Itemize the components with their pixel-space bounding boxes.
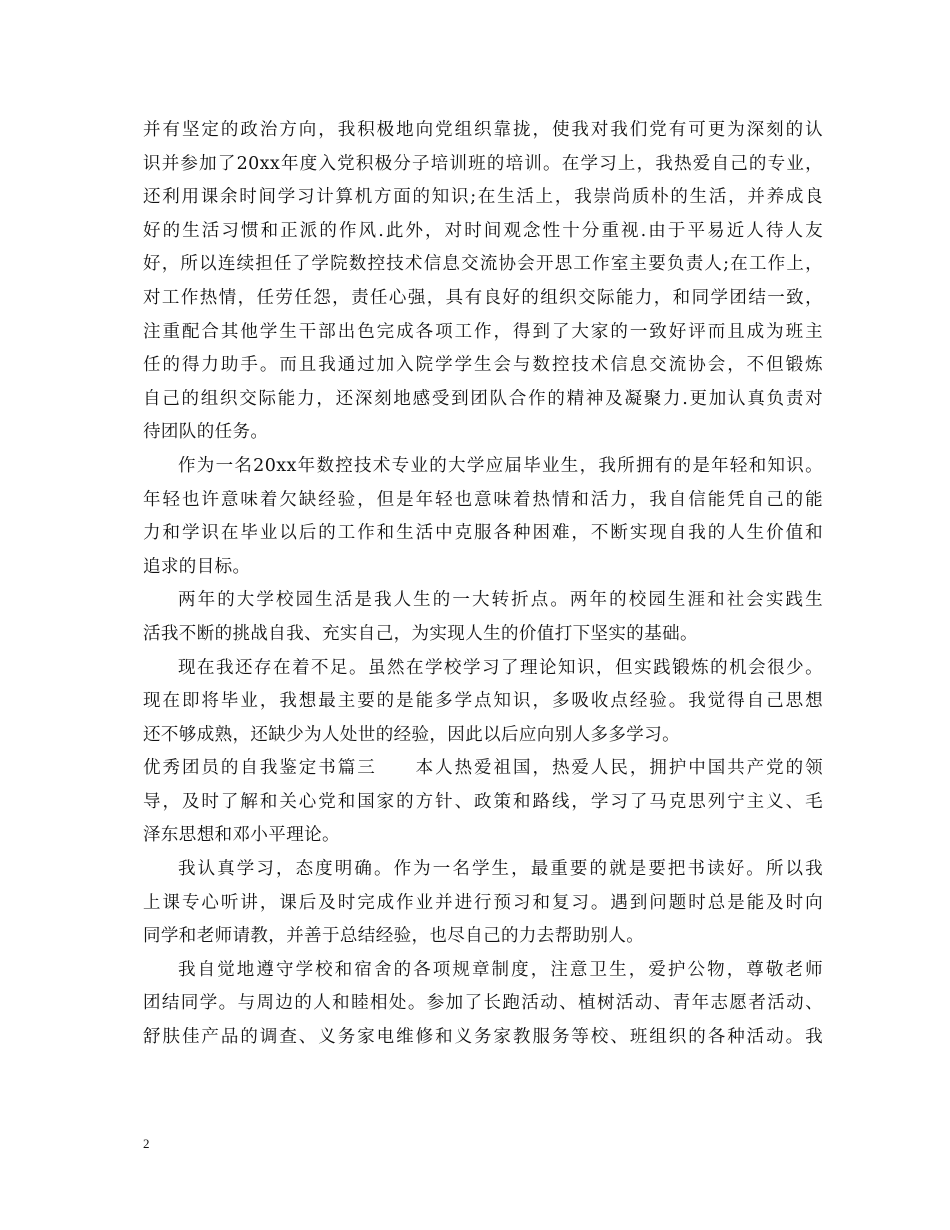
text-line: 同学和老师请教，并善于总结经验，也尽自己的力去帮助别人。 [143, 926, 645, 947]
text-line: 识并参加了20xx年度入党积极分子培训班的培训。在学习上，我热爱自己的专业， [143, 153, 823, 174]
text-line: 还利用课余时间学习计算机方面的知识;在生活上，我崇尚质朴的生活，并养成良 [143, 187, 823, 208]
text-line: 自己的组织交际能力，还深刻地感受到团队合作的精神及凝聚力.更加认真负责对 [143, 388, 823, 409]
text-line: 舒肤佳产品的调查、义务家电维修和义务家教服务等校、班组织的各种活动。我 [143, 1027, 823, 1048]
text-line: 年轻也许意味着欠缺经验，但是年轻也意味着热情和活力，我自信能凭自己的能 [143, 489, 823, 510]
text-line: 注重配合其他学生干部出色完成各项工作，得到了大家的一致好评而且成为班主 [143, 321, 823, 342]
text-line: 我自觉地遵守学校和宿舍的各项规章制度，注意卫生，爱护公物，尊敬老师 [178, 959, 823, 980]
text-line: 追求的目标。 [143, 556, 251, 577]
text-line: 优秀团员的自我鉴定书篇三 本人热爱祖国，热爱人民，拥护中国共产党的领 [143, 758, 823, 779]
text-line: 好的生活习惯和正派的作风.此外，对时间观念性十分重视.由于平易近人待人友 [143, 220, 823, 241]
text-line: 待团队的任务。 [143, 422, 269, 443]
text-line: 导，及时了解和关心党和国家的方针、政策和路线，学习了马克思列宁主义、毛 [143, 791, 823, 812]
text-line: 我认真学习，态度明确。作为一名学生，最重要的就是要把书读好。所以我 [178, 859, 823, 880]
text-line: 团结同学。与周边的人和睦相处。参加了长跑活动、植树活动、青年志愿者活动、 [143, 993, 823, 1014]
text-line: 现在我还存在着不足。虽然在学校学习了理论知识，但实践锻炼的机会很少。 [178, 657, 823, 678]
text-line: 作为一名20xx年数控技术专业的大学应届毕业生，我所拥有的是年轻和知识。 [178, 455, 823, 476]
text-line: 好，所以连续担任了学院数控技术信息交流协会开思工作室主要负责人;在工作上， [143, 254, 823, 275]
text-line: 现在即将毕业，我想最主要的是能多学点知识，多吸收点经验。我觉得自己思想 [143, 691, 823, 712]
text-line: 对工作热情，任劳任怨，责任心强，具有良好的组织交际能力，和同学团结一致， [143, 287, 823, 308]
text-line: 任的得力助手。而且我通过加入院学学生会与数控技术信息交流协会，不但锻炼 [143, 355, 823, 376]
text-line: 泽东思想和邓小平理论。 [143, 825, 340, 846]
text-line: 力和学识在毕业以后的工作和生活中克服各种困难，不断实现自我的人生价值和 [143, 523, 823, 544]
text-line: 活我不断的挑战自我、充实自己，为实现人生的价值打下坚实的基础。 [143, 623, 698, 644]
text-line: 还不够成熟，还缺少为人处世的经验，因此以后应向别人多多学习。 [143, 724, 680, 745]
text-line: 并有坚定的政治方向，我积极地向党组织靠拢，使我对我们党有可更为深刻的认 [143, 120, 823, 140]
text-line: 两年的大学校园生活是我人生的一大转折点。两年的校园生涯和社会实践生 [178, 590, 823, 611]
page-number: 2 [143, 1136, 150, 1151]
text-line: 上课专心听讲，课后及时完成作业并进行预习和复习。遇到问题时总是能及时向 [143, 892, 823, 913]
document-body [143, 114, 823, 1055]
